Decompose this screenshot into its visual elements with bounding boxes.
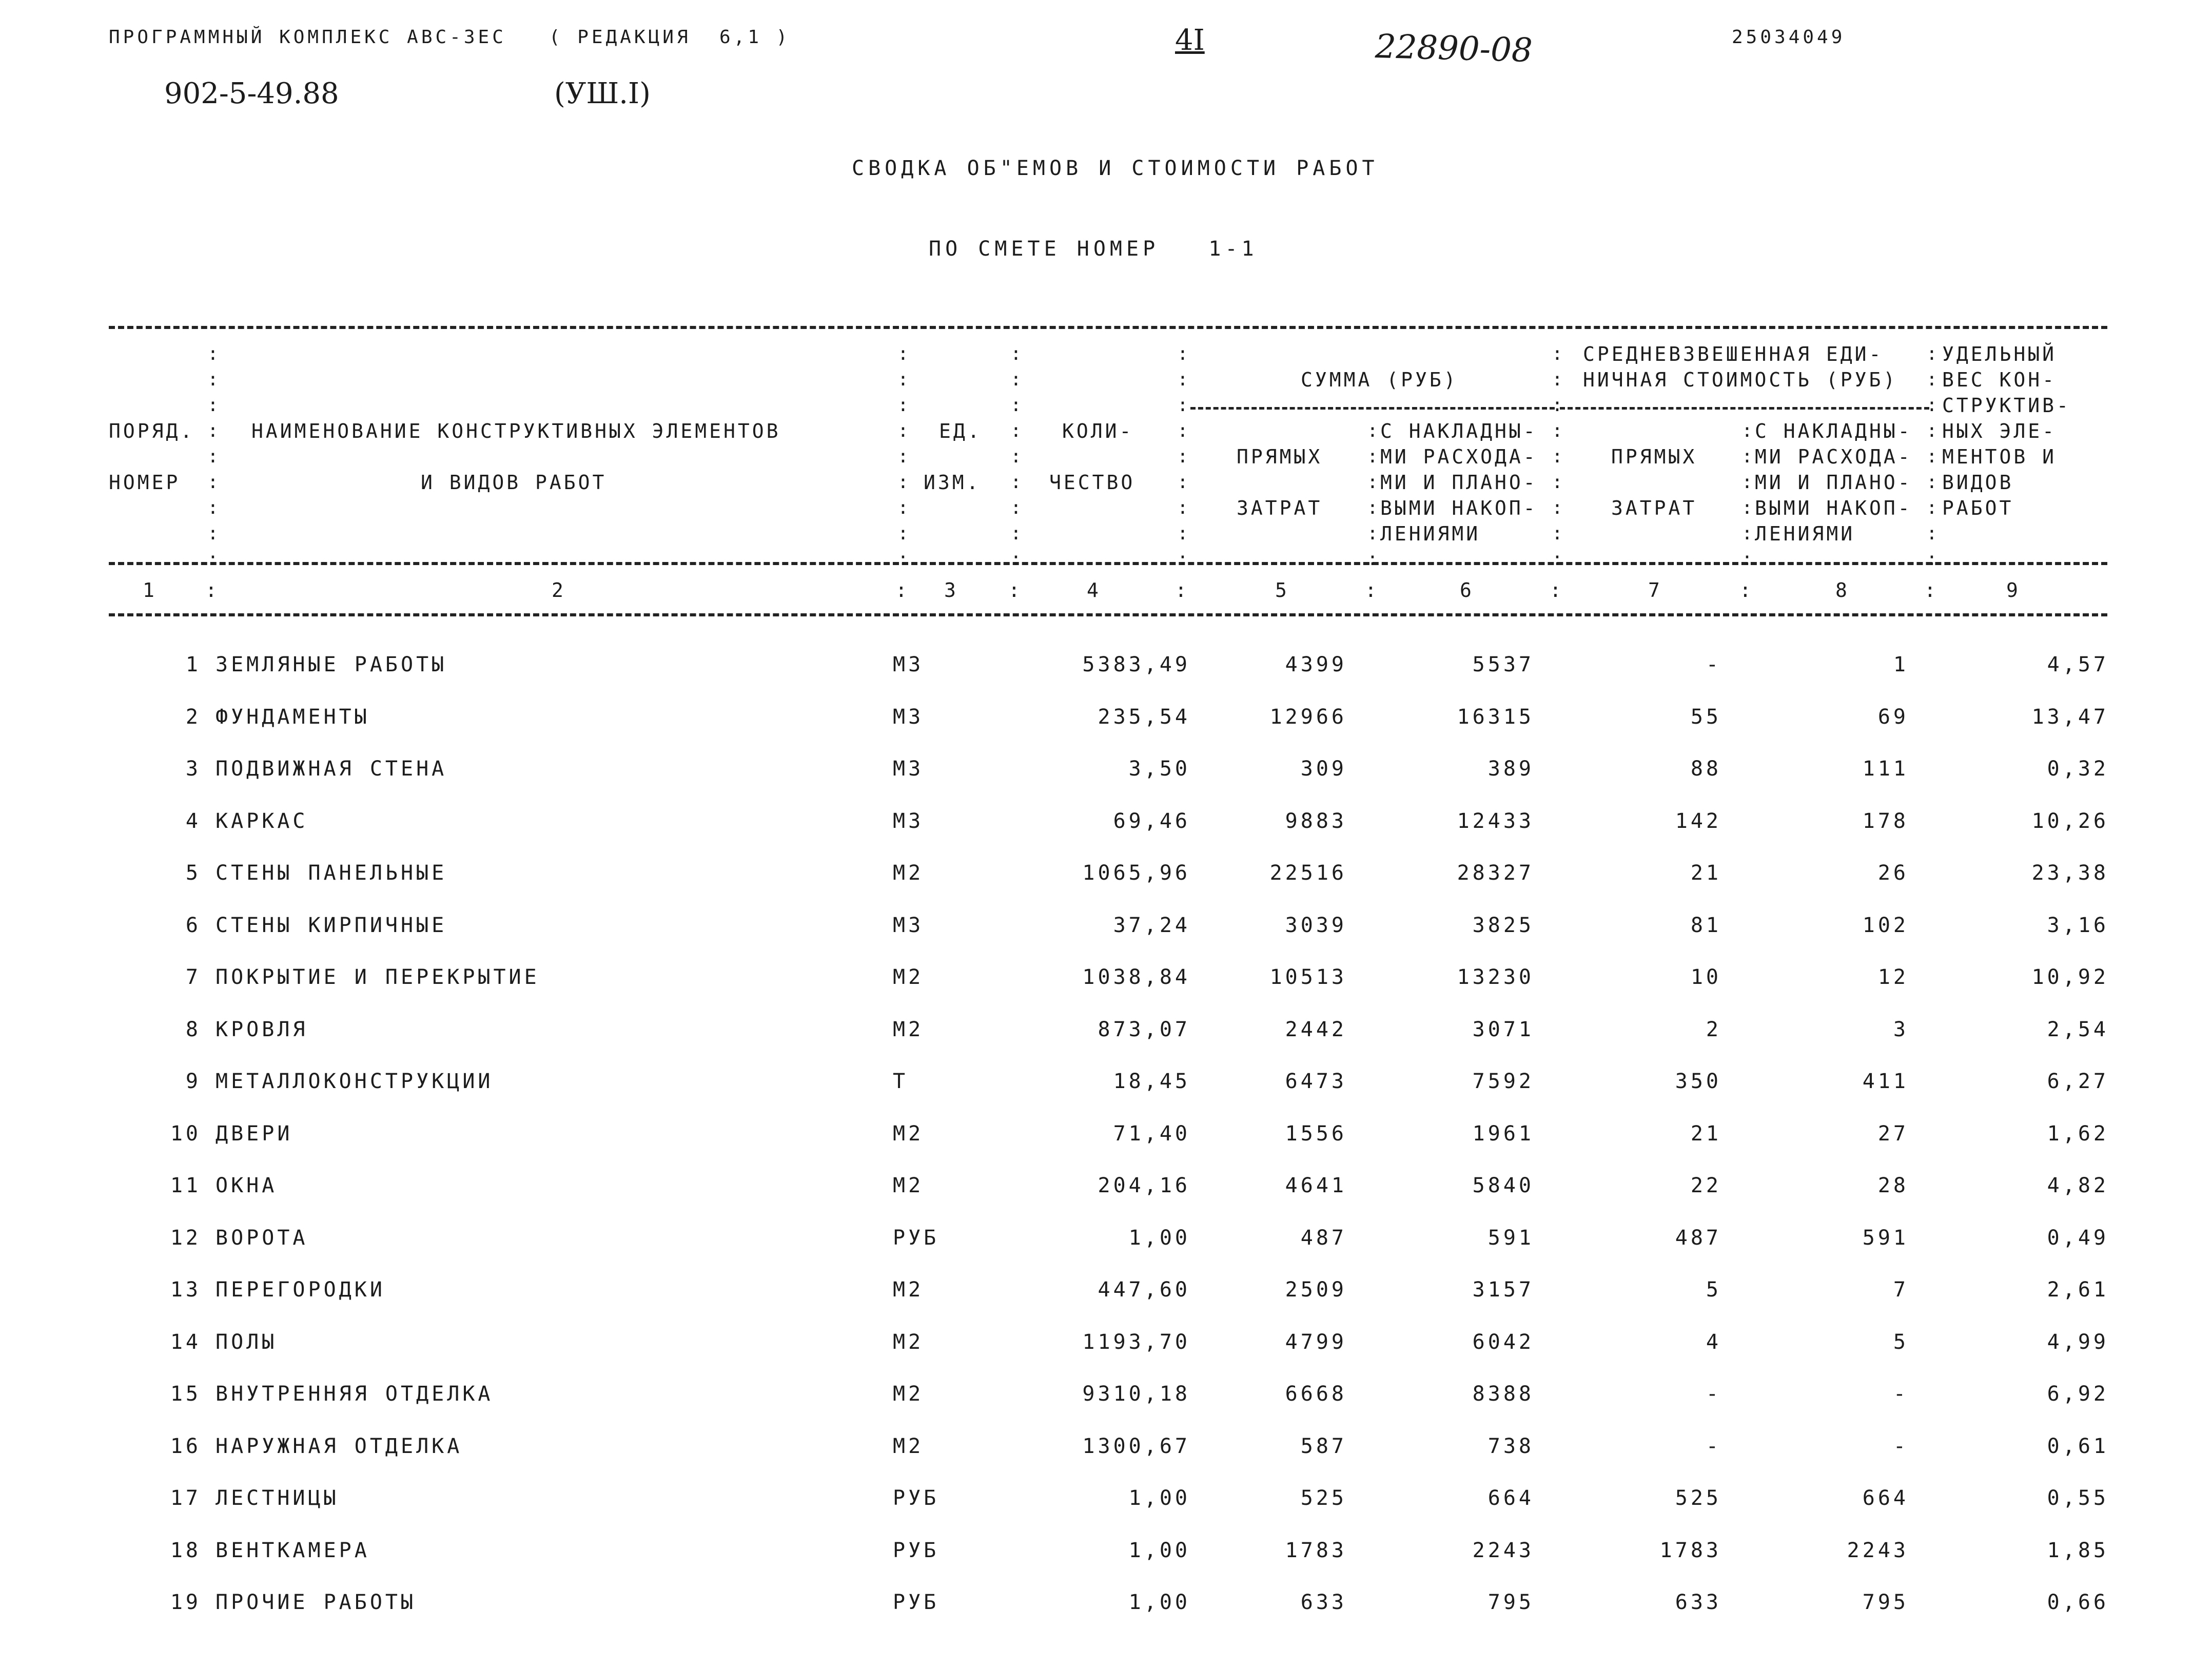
separator-col: : : : : : : : : :	[1177, 343, 1188, 570]
row-name: СТЕНЫ ПАНЕЛЬНЫЕ	[216, 861, 447, 885]
document-code: 25034049	[1732, 27, 1846, 48]
sum-direct-label-b: ЗАТРАТ	[1237, 497, 1323, 519]
sum-overhead-label-2: МИ РАСХОДА-	[1380, 445, 1538, 468]
sum-group-label: СУММА (РУБ)	[1301, 369, 1458, 391]
separator: :	[1175, 579, 1189, 602]
table-row	[0, 1226, 2212, 1277]
row-direct-cost: 6668	[1285, 1382, 1347, 1406]
row-overhead-cost: 1961	[1472, 1121, 1534, 1146]
row-avg-direct: 487	[1675, 1226, 1721, 1250]
row-quantity: 18,45	[1113, 1070, 1190, 1093]
row-weight: 1,85	[2047, 1538, 2109, 1562]
separator: :	[1739, 579, 1754, 602]
col-unit-label-a: ЕД.	[939, 420, 982, 442]
row-number: 10	[170, 1121, 201, 1146]
row-overhead-cost: 7592	[1472, 1070, 1534, 1093]
row-quantity: 5383,49	[1082, 653, 1190, 676]
row-direct-cost: 587	[1300, 1434, 1347, 1458]
row-weight: 13,47	[2031, 705, 2109, 729]
sum-direct-label-a: ПРЯМЫХ	[1237, 445, 1323, 468]
row-number: 3	[185, 757, 201, 781]
row-overhead-cost: 12433	[1457, 809, 1534, 833]
row-weight: 6,92	[2047, 1382, 2109, 1406]
row-name: ЛЕСТНИЦЫ	[216, 1486, 339, 1510]
row-quantity: 37,24	[1113, 913, 1190, 937]
row-unit: М2	[893, 1382, 924, 1406]
row-direct-cost: 1556	[1285, 1121, 1347, 1146]
row-unit: М3	[893, 913, 924, 937]
row-direct-cost: 6473	[1285, 1070, 1347, 1093]
row-number: 16	[170, 1434, 201, 1458]
row-avg-overhead: 7	[1893, 1278, 1909, 1302]
row-number: 1	[185, 653, 201, 676]
avg-group-rule	[1560, 407, 1929, 410]
program-header: ПРОГРАММНЫЙ КОМПЛЕКС АВС-3ЕС ( РЕДАКЦИЯ 6,1 )	[109, 27, 791, 48]
row-weight: 10,26	[2031, 809, 2109, 833]
row-weight: 0,49	[2047, 1226, 2109, 1250]
table-row	[0, 1382, 2212, 1433]
separator: :	[1550, 579, 1564, 602]
row-weight: 1,62	[2047, 1121, 2109, 1146]
row-avg-direct: -	[1706, 1382, 1721, 1406]
table-row	[0, 1591, 2212, 1642]
weight-label-4: НЫХ ЭЛЕ-	[1942, 420, 2057, 442]
row-direct-cost: 2442	[1285, 1017, 1347, 1041]
table-row	[0, 1435, 2212, 1486]
row-avg-direct: 5	[1706, 1278, 1721, 1302]
row-avg-direct: 142	[1675, 809, 1721, 833]
row-name: ПОДВИЖНАЯ СТЕНА	[216, 757, 447, 781]
avg-overhead-label-2: МИ РАСХОДА-	[1755, 445, 1912, 468]
row-overhead-cost: 3157	[1472, 1278, 1534, 1302]
table-row	[0, 914, 2212, 965]
row-avg-overhead: 591	[1862, 1226, 1909, 1250]
row-quantity: 1193,70	[1082, 1330, 1190, 1354]
row-direct-cost: 309	[1300, 757, 1347, 781]
separator-col: : : : : : :	[1741, 420, 1753, 570]
row-quantity: 447,60	[1098, 1278, 1190, 1302]
row-overhead-cost: 738	[1487, 1434, 1534, 1458]
col-number: 6	[1460, 579, 1474, 602]
row-avg-direct: 21	[1690, 1121, 1721, 1146]
row-number: 6	[185, 913, 201, 937]
row-weight: 4,57	[2047, 653, 2109, 676]
row-unit: М2	[893, 1121, 924, 1146]
row-name: НАРУЖНАЯ ОТДЕЛКА	[216, 1434, 463, 1458]
sum-overhead-label-1: С НАКЛАДНЫ-	[1380, 420, 1538, 442]
row-quantity: 1,00	[1128, 1538, 1190, 1562]
avg-overhead-label-4: ВЫМИ НАКОП-	[1755, 497, 1912, 519]
row-direct-cost: 4641	[1285, 1174, 1347, 1197]
row-number: 15	[170, 1382, 201, 1406]
weight-label-3: СТРУКТИВ-	[1942, 394, 2071, 417]
row-quantity: 235,54	[1098, 705, 1190, 729]
row-weight: 10,92	[2031, 965, 2109, 989]
numbering-bottom-rule	[109, 613, 2107, 616]
row-direct-cost: 1783	[1285, 1538, 1347, 1562]
row-overhead-cost: 6042	[1472, 1330, 1534, 1354]
row-quantity: 204,16	[1098, 1174, 1190, 1197]
row-direct-cost: 9883	[1285, 809, 1347, 833]
volume-number: (УШ.I)	[554, 77, 651, 110]
row-number: 5	[185, 861, 201, 885]
row-name: ЗЕМЛЯНЫЕ РАБОТЫ	[216, 653, 447, 676]
summary-title: СВОДКА ОБ"ЕМОВ И СТОИМОСТИ РАБОТ	[852, 157, 1379, 180]
row-unit: М2	[893, 1174, 924, 1197]
row-weight: 4,82	[2047, 1174, 2109, 1197]
table-row	[0, 653, 2212, 704]
row-direct-cost: 487	[1300, 1226, 1347, 1250]
row-number: 8	[185, 1017, 201, 1041]
row-direct-cost: 633	[1300, 1591, 1347, 1614]
row-avg-direct: 350	[1675, 1070, 1721, 1093]
row-weight: 0,66	[2047, 1591, 2109, 1614]
row-overhead-cost: 591	[1487, 1226, 1534, 1250]
row-overhead-cost: 2243	[1472, 1538, 1534, 1562]
table-row	[0, 965, 2212, 1017]
avg-overhead-label-3: МИ И ПЛАНО-	[1755, 471, 1912, 494]
row-avg-overhead: 795	[1862, 1591, 1909, 1614]
row-number: 13	[170, 1278, 201, 1302]
row-quantity: 1065,96	[1082, 861, 1190, 885]
sum-group-rule	[1190, 407, 1555, 410]
weight-label-1: УДЕЛЬНЫЙ	[1942, 343, 2057, 365]
row-quantity: 873,07	[1098, 1017, 1190, 1041]
col-number: 9	[2006, 579, 2021, 602]
row-unit: М2	[893, 861, 924, 885]
row-avg-overhead: -	[1893, 1382, 1909, 1406]
row-unit: М2	[893, 1017, 924, 1041]
row-quantity: 1,00	[1128, 1591, 1190, 1614]
row-avg-overhead: 27	[1877, 1121, 1909, 1146]
avg-overhead-label-1: С НАКЛАДНЫ-	[1755, 420, 1912, 442]
row-weight: 6,27	[2047, 1070, 2109, 1093]
row-name: КАРКАС	[216, 809, 308, 833]
row-name: ВОРОТА	[216, 1226, 308, 1250]
row-avg-direct: -	[1706, 1434, 1721, 1458]
separator: :	[895, 579, 910, 602]
row-weight: 2,61	[2047, 1278, 2109, 1302]
avg-overhead-label-5: ЛЕНИЯМИ	[1755, 522, 1855, 545]
row-name: СТЕНЫ КИРПИЧНЫЕ	[216, 913, 447, 937]
row-direct-cost: 4799	[1285, 1330, 1347, 1354]
table-row	[0, 1278, 2212, 1329]
weight-label-2: ВЕС КОН-	[1942, 369, 2057, 391]
table-row	[0, 1070, 2212, 1121]
col-order-label-b: НОМЕР	[109, 471, 181, 494]
row-weight: 2,54	[2047, 1017, 2109, 1041]
row-avg-overhead: 69	[1877, 705, 1909, 729]
row-number: 7	[185, 965, 201, 989]
row-avg-direct: 21	[1690, 861, 1721, 885]
row-quantity: 9310,18	[1082, 1382, 1190, 1406]
avg-group-label-b: НИЧНАЯ СТОИМОСТЬ (РУБ)	[1583, 369, 1898, 391]
row-avg-direct: 4	[1706, 1330, 1721, 1354]
row-name: ПОКРЫТИЕ И ПЕРЕКРЫТИЕ	[216, 965, 540, 989]
row-name: ВЕНТКАМЕРА	[216, 1538, 370, 1562]
row-overhead-cost: 664	[1487, 1486, 1534, 1510]
row-direct-cost: 12966	[1269, 705, 1347, 729]
row-unit: М3	[893, 757, 924, 781]
row-overhead-cost: 28327	[1457, 861, 1534, 885]
table-row	[0, 757, 2212, 808]
weight-label-6: ВИДОВ	[1942, 471, 2014, 494]
separator-col: : : : : : : : : :	[1926, 343, 1937, 570]
row-avg-overhead: 28	[1877, 1174, 1909, 1197]
row-direct-cost: 2509	[1285, 1278, 1347, 1302]
estimate-title: ПО СМЕТЕ НОМЕР 1-1	[929, 237, 1258, 261]
row-avg-direct: 55	[1690, 705, 1721, 729]
col-number: 8	[1835, 579, 1850, 602]
row-avg-direct: 633	[1675, 1591, 1721, 1614]
table-row	[0, 809, 2212, 861]
row-weight: 0,32	[2047, 757, 2109, 781]
row-overhead-cost: 3071	[1472, 1017, 1534, 1041]
weight-label-7: РАБОТ	[1942, 497, 2014, 519]
col-qty-label-a: КОЛИ-	[1062, 420, 1134, 442]
row-unit: М2	[893, 965, 924, 989]
avg-group-label-a: СРЕДНЕВЗВЕШЕННАЯ ЕДИ-	[1583, 343, 1884, 365]
row-weight: 0,55	[2047, 1486, 2109, 1510]
row-avg-overhead: 5	[1893, 1330, 1909, 1354]
separator: :	[1365, 579, 1379, 602]
weight-label-5: МЕНТОВ И	[1942, 445, 2057, 468]
row-weight: 23,38	[2031, 861, 2109, 885]
col-number: 4	[1087, 579, 1101, 602]
page-number: 4I	[1175, 24, 1205, 57]
row-avg-overhead: 3	[1893, 1017, 1909, 1041]
row-unit: РУБ	[893, 1226, 939, 1250]
sum-overhead-label-5: ЛЕНИЯМИ	[1380, 522, 1481, 545]
row-overhead-cost: 5537	[1472, 653, 1534, 676]
row-avg-direct: 81	[1690, 913, 1721, 937]
row-name: ВНУТРЕННЯЯ ОТДЕЛКА	[216, 1382, 494, 1406]
row-overhead-cost: 13230	[1457, 965, 1534, 989]
row-quantity: 71,40	[1113, 1121, 1190, 1146]
table-row	[0, 1539, 2212, 1590]
row-quantity: 3,50	[1128, 757, 1190, 781]
sum-overhead-label-4: ВЫМИ НАКОП-	[1380, 497, 1538, 519]
header-bottom-rule	[109, 562, 2107, 565]
row-unit: М2	[893, 1330, 924, 1354]
row-name: ДВЕРИ	[216, 1121, 293, 1146]
table-row	[0, 1174, 2212, 1225]
table-row	[0, 1018, 2212, 1069]
table-top-rule	[109, 326, 2107, 329]
row-number: 11	[170, 1174, 201, 1197]
row-avg-overhead: 111	[1862, 757, 1909, 781]
separator-col: : : : : : : : : :	[207, 343, 219, 570]
handwritten-number: 22890-08	[1375, 27, 1533, 70]
row-avg-overhead: 26	[1877, 861, 1909, 885]
row-overhead-cost: 5840	[1472, 1174, 1534, 1197]
row-weight: 4,99	[2047, 1330, 2109, 1354]
row-number: 14	[170, 1330, 201, 1354]
row-quantity: 1,00	[1128, 1226, 1190, 1250]
separator-col: : : : : : : : : :	[1552, 343, 1563, 570]
row-name: МЕТАЛЛОКОНСТРУКЦИИ	[216, 1070, 494, 1093]
row-avg-overhead: 178	[1862, 809, 1909, 833]
separator-col: : : : : : : : : :	[1010, 343, 1022, 570]
row-avg-overhead: 2243	[1847, 1538, 1909, 1562]
col-qty-label-b: ЧЕСТВО	[1049, 471, 1136, 494]
row-avg-overhead: 12	[1877, 965, 1909, 989]
row-unit: М2	[893, 1278, 924, 1302]
row-name: КРОВЛЯ	[216, 1017, 308, 1041]
row-unit: М3	[893, 705, 924, 729]
col-number: 2	[552, 579, 566, 602]
row-avg-direct: 525	[1675, 1486, 1721, 1510]
separator: :	[205, 579, 220, 602]
row-avg-direct: -	[1706, 653, 1721, 676]
row-overhead-cost: 16315	[1457, 705, 1534, 729]
row-avg-direct: 10	[1690, 965, 1721, 989]
row-direct-cost: 525	[1300, 1486, 1347, 1510]
table-row	[0, 1330, 2212, 1382]
table-row	[0, 861, 2212, 913]
col-name-label-b: И ВИДОВ РАБОТ	[421, 471, 607, 494]
table-row	[0, 705, 2212, 757]
col-name-label-a: НАИМЕНОВАНИЕ КОНСТРУКТИВНЫХ ЭЛЕМЕНТОВ	[251, 420, 781, 442]
row-number: 9	[185, 1070, 201, 1093]
row-number: 17	[170, 1486, 201, 1510]
row-overhead-cost: 389	[1487, 757, 1534, 781]
row-direct-cost: 4399	[1285, 653, 1347, 676]
col-number: 1	[143, 579, 157, 602]
table-row	[0, 1486, 2212, 1538]
row-unit: М2	[893, 1434, 924, 1458]
row-number: 4	[185, 809, 201, 833]
row-quantity: 69,46	[1113, 809, 1190, 833]
row-number: 12	[170, 1226, 201, 1250]
col-number: 7	[1648, 579, 1662, 602]
row-unit: М3	[893, 809, 924, 833]
row-overhead-cost: 3825	[1472, 913, 1534, 937]
table-row	[0, 1122, 2212, 1173]
avg-direct-label-a: ПРЯМЫХ	[1611, 445, 1697, 468]
row-avg-overhead: 1	[1893, 653, 1909, 676]
row-unit: РУБ	[893, 1538, 939, 1562]
row-name: ПОЛЫ	[216, 1330, 278, 1354]
row-quantity: 1038,84	[1082, 965, 1190, 989]
row-weight: 0,61	[2047, 1434, 2109, 1458]
col-unit-label-b: ИЗМ.	[924, 471, 981, 494]
row-avg-direct: 22	[1690, 1174, 1721, 1197]
row-number: 2	[185, 705, 201, 729]
row-weight: 3,16	[2047, 913, 2109, 937]
row-unit: Т	[893, 1070, 909, 1093]
row-avg-overhead: 411	[1862, 1070, 1909, 1093]
row-avg-overhead: -	[1893, 1434, 1909, 1458]
sum-overhead-label-3: МИ И ПЛАНО-	[1380, 471, 1538, 494]
row-unit: РУБ	[893, 1486, 939, 1510]
row-avg-direct: 88	[1690, 757, 1721, 781]
separator: :	[1008, 579, 1023, 602]
row-name: ОКНА	[216, 1174, 278, 1197]
row-name: ПЕРЕГОРОДКИ	[216, 1278, 385, 1302]
separator-col: : : : : : :	[1367, 420, 1378, 570]
row-overhead-cost: 8388	[1472, 1382, 1534, 1406]
row-name: ФУНДАМЕНТЫ	[216, 705, 370, 729]
row-avg-direct: 1783	[1659, 1538, 1721, 1562]
row-avg-direct: 2	[1706, 1017, 1721, 1041]
row-number: 18	[170, 1538, 201, 1562]
separator: :	[1924, 579, 1939, 602]
row-unit: М3	[893, 653, 924, 676]
row-avg-overhead: 664	[1862, 1486, 1909, 1510]
row-name: ПРОЧИЕ РАБОТЫ	[216, 1591, 417, 1614]
row-number: 19	[170, 1591, 201, 1614]
row-quantity: 1,00	[1128, 1486, 1190, 1510]
col-number: 3	[944, 579, 958, 602]
row-quantity: 1300,67	[1082, 1434, 1190, 1458]
row-direct-cost: 10513	[1269, 965, 1347, 989]
avg-direct-label-b: ЗАТРАТ	[1611, 497, 1697, 519]
row-unit: РУБ	[893, 1591, 939, 1614]
row-direct-cost: 22516	[1269, 861, 1347, 885]
row-avg-overhead: 102	[1862, 913, 1909, 937]
col-order-label-a: ПОРЯД.	[109, 420, 195, 442]
row-overhead-cost: 795	[1487, 1591, 1534, 1614]
separator-col: : : : : : : : : :	[897, 343, 909, 570]
row-direct-cost: 3039	[1285, 913, 1347, 937]
project-number: 902-5-49.88	[164, 77, 339, 110]
col-number: 5	[1275, 579, 1289, 602]
